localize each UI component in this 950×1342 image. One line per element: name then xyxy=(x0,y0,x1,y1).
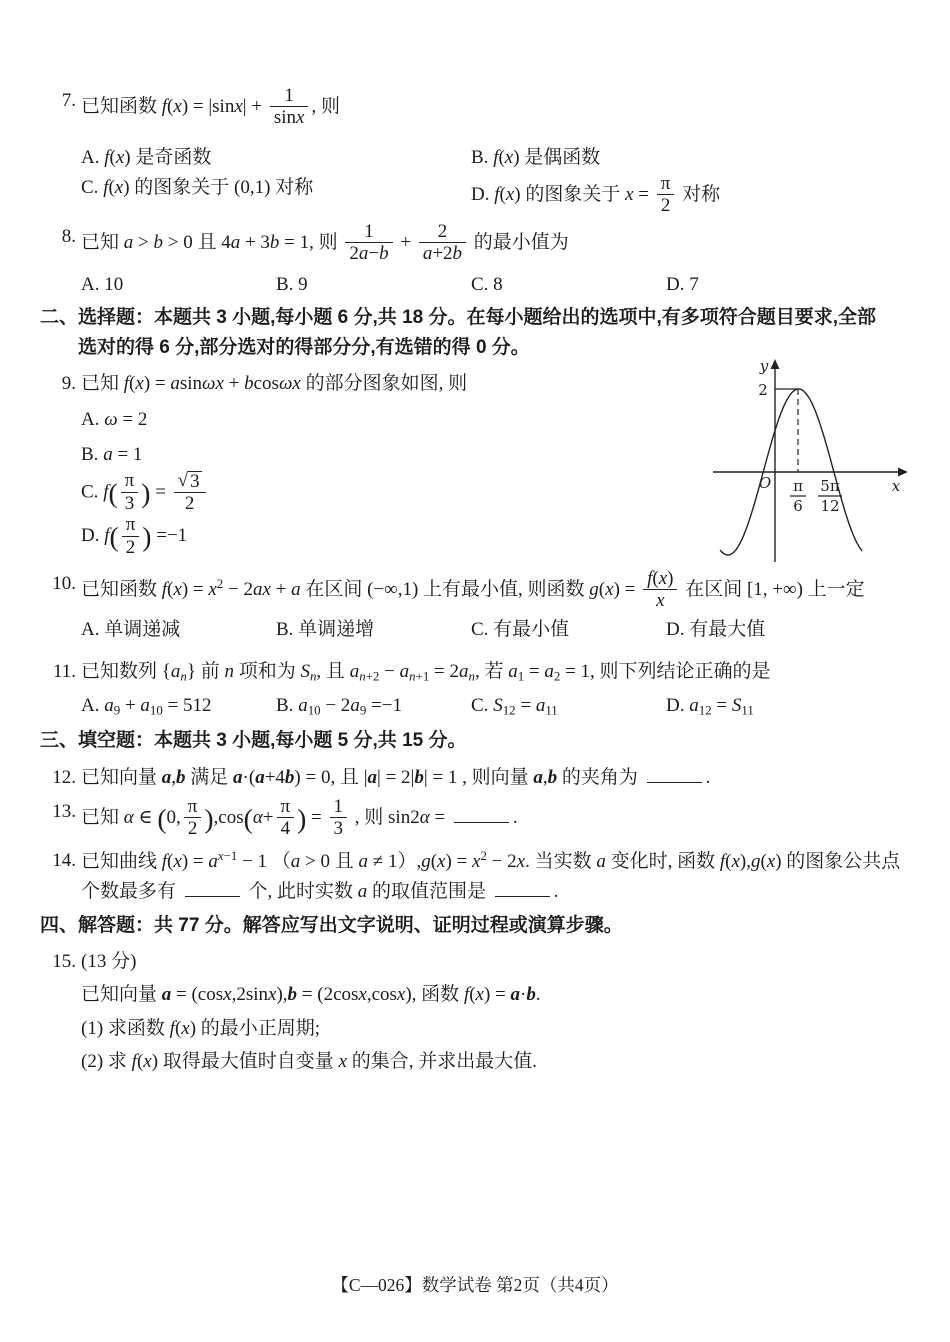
question-7-options-row-1 xyxy=(40,144,902,173)
question-11-option-b: B. a10 − 2a9 =−1 xyxy=(276,695,402,719)
tick-5pi-12-numerator: 5π xyxy=(820,477,840,495)
question-10-option-a: A. 单调递减 xyxy=(81,619,181,641)
question-15-part-2-row xyxy=(40,1047,902,1076)
question-9-option-d: D. f( $\frac{\pi}{2}$ ) =−1 xyxy=(81,514,188,558)
question-8-option-c: C. 8 xyxy=(471,274,503,296)
section-2-header-line-2: 选对的得 6 分,部分选对的得部分分,有选错的得 0 分。 xyxy=(78,337,530,359)
question-15-part-2: (2) 求 f(x) 取得最大值时自变量 x 的集合, 并求出最大值. xyxy=(81,1051,537,1073)
question-13-number: 13. xyxy=(52,800,76,822)
question-12-stem: 已知向量 a,b 满足 a·(a+4b) = 0, 且 |a| = 2|b| = 1 , 则向量 a,b 的夹角为 . xyxy=(81,763,902,792)
question-13 xyxy=(40,797,902,841)
question-7-option-d: D. f(x) 的图象关于 x = $\frac{\pi}{2}$ 对称 xyxy=(471,173,721,217)
question-15 xyxy=(40,947,902,976)
question-9 xyxy=(40,369,700,398)
question-10 xyxy=(40,569,902,613)
question-10-option-d: D. 有最大值 xyxy=(666,619,766,641)
tick-pi-6-denominator: 6 xyxy=(793,497,803,515)
question-15-number: 15. xyxy=(52,950,76,972)
question-9-option-a: A. ω = 2 xyxy=(81,409,148,431)
question-9-option-b: B. a = 1 xyxy=(81,443,143,465)
question-11-options xyxy=(40,692,902,721)
y-axis-label: y xyxy=(759,357,769,375)
question-9-stem: 已知 f(x) = asinωx + bcosωx 的部分图象如图, 则 xyxy=(81,372,468,394)
question-7-options-row-2 xyxy=(40,174,902,218)
tick-pi-6-numerator: π xyxy=(793,477,803,495)
question-7-number: 7. xyxy=(61,90,76,111)
question-8-option-a: A. 10 xyxy=(81,274,124,296)
question-10-stem: 已知函数 $f(x) = x^2 - 2ax + a$ 在区间 (−∞,1) 上有最小值, 则函数 g(x) = $\frac{f(x)}{x}$ 在区间 [1, +∞) 上一定 xyxy=(81,567,865,612)
question-7-option-b: B. f(x) 是偶函数 xyxy=(471,146,601,168)
question-12 xyxy=(40,763,902,792)
question-15-part-1: (1) 求函数 f(x) 的最小正周期; xyxy=(81,1017,321,1039)
question-10-options xyxy=(40,616,902,645)
y-axis-arrow xyxy=(771,359,780,369)
section-4-header: 四、解答题：共 77 分。解答应写出文字说明、证明过程或演算步骤。 xyxy=(40,915,623,937)
question-7-option-c: C. f(x) 的图象关于 (0,1) 对称 xyxy=(81,177,314,199)
question-14-stem: 已知曲线 $f(x) = a^{x-1} - 1$ （a > 0 且 $a \ne 1),g(x) = x^2 - 2x$. 当实数 a 变化时, 函数 f(x),g(x) 的图象公共点个数最多有 个, 此时实数 a 的取值范围是 . xyxy=(81,848,901,902)
question-14 xyxy=(40,846,902,906)
question-15-intro: 已知向量 a = (cosx,2sinx),b = (2cosx,cosx), 函数 f(x) = a·b. xyxy=(81,984,541,1006)
question-11-number: 11. xyxy=(52,660,76,682)
x-axis-label: x xyxy=(891,477,901,495)
x-tick-5pi-over-12 xyxy=(818,477,842,515)
question-11-option-a: A. a9 + a10 = 512 xyxy=(81,695,212,719)
x-tick-pi-over-6 xyxy=(790,477,806,515)
q9-graph xyxy=(703,356,915,570)
question-11-option-d: D. a12 = S11 xyxy=(666,695,754,719)
question-8-number: 8. xyxy=(61,225,76,247)
question-9-number: 9. xyxy=(61,372,76,394)
question-8-stem: 已知 a > b > 0 且 4a + 3b = 1, 则 $\frac{1}{2a-b}$ + $\frac{2}{a+2b}$ 的最小值为 xyxy=(81,220,569,264)
question-12-number: 12. xyxy=(52,767,76,789)
origin-label: O xyxy=(758,474,772,492)
section-2-header-line-1: 二、选择题：本题共 3 小题,每小题 6 分,共 18 分。在每小题给出的选项中,有多项符合题目要求,全部 xyxy=(40,306,877,328)
blank-underline xyxy=(185,877,240,897)
question-7-stem: 已知函数 f(x) = |sinx| + $\frac{1}{\sin x}$ , 则 xyxy=(81,85,340,129)
question-9-option-c: C. f( $\frac{\pi}{3}$ ) = √ 3 2 xyxy=(40,471,902,515)
blank-underline xyxy=(647,763,702,783)
question-8 xyxy=(40,222,902,266)
question-11-stem: 已知数列 {an} 前 n 项和为 Sn, 且 an+2 − an+1 = 2an, 若 a1 = a2 = 1, 则下列结论正确的是 xyxy=(81,660,771,684)
question-8-options xyxy=(40,271,902,300)
question-13-stem: 已知 α ∈ (0, $\frac{\pi}{2}$ ),cos(α+ $\frac{\pi}{4}$ ) = $\frac{1}{3}$ , 则 sin2α = . xyxy=(81,795,518,840)
question-15-score: (13 分) xyxy=(81,950,137,972)
question-8-option-d: D. 7 xyxy=(666,274,699,296)
question-10-option-c: C. 有最小值 xyxy=(471,619,570,641)
question-10-number: 10. xyxy=(52,572,76,594)
question-11-option-c: C. S12 = a11 xyxy=(471,695,558,719)
question-8-option-b: B. 9 xyxy=(276,274,308,296)
question-7 xyxy=(40,86,902,130)
question-11 xyxy=(40,657,902,687)
question-7-option-a: A. f(x) 是奇函数 xyxy=(81,146,212,168)
blank-underline xyxy=(495,877,550,897)
blank-underline xyxy=(454,803,509,823)
question-15-part-1-row xyxy=(40,1014,902,1043)
question-14-number: 14. xyxy=(52,850,76,872)
page-footer: 【C—026】数学试卷 第2页（共4页） xyxy=(331,1275,619,1295)
section-3-header: 三、填空题：本题共 3 小题,每小题 5 分,共 15 分。 xyxy=(40,729,467,751)
x-axis-arrow xyxy=(898,468,908,477)
question-10-option-b: B. 单调递增 xyxy=(276,619,375,641)
tick-5pi-12-denominator: 12 xyxy=(820,497,840,515)
question-15-intro-row xyxy=(40,980,902,1009)
y-max-label: 2 xyxy=(758,381,768,399)
